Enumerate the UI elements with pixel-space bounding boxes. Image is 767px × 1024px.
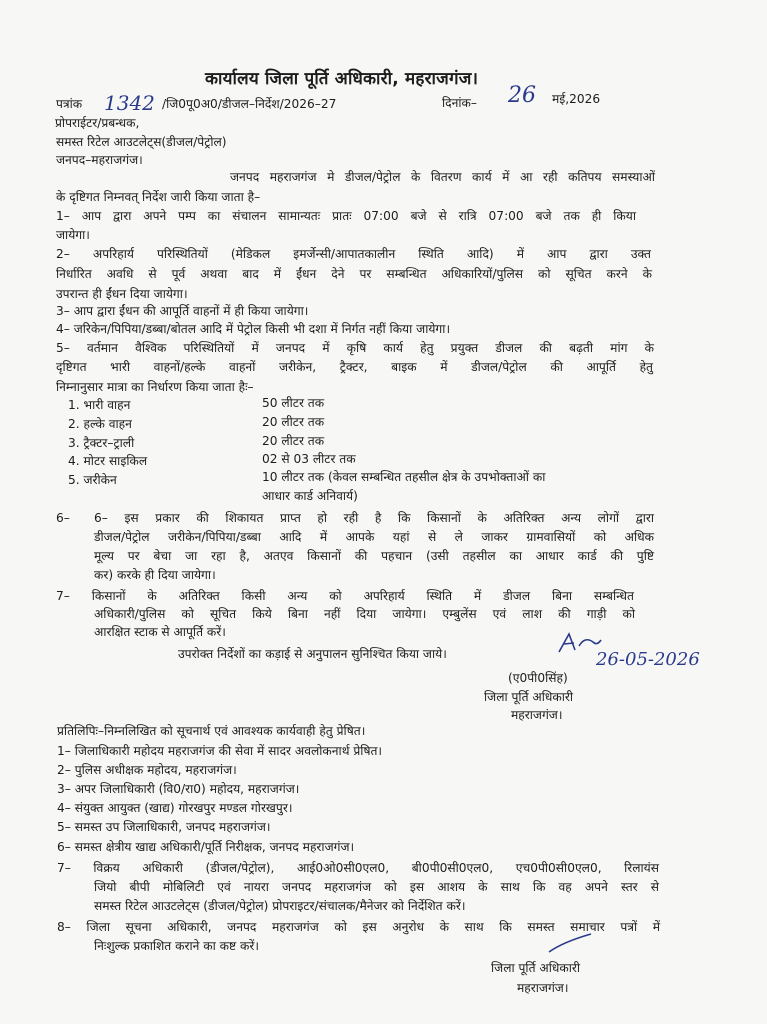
addressee-line-2: समस्त रिटेल आउटलेट्स(डीजल/पेट्रोल) <box>56 135 227 149</box>
point-7-line-2: अधिकारी/पुलिस को सूचित किये बिना नहीं दिया जायेगा। एम्बुलेंस एवं लाश की गाड़ी को <box>94 607 635 621</box>
limit-item: 3. ट्रैक्टर–ट्राली <box>68 436 135 450</box>
copy-item-8-line-2: निःशुल्क प्रकाशित कराने का कष्ट करें। <box>94 939 259 953</box>
copy-heading: प्रतिलिपिः–निम्नलिखित को सूचनार्थ एवं आवश्यक कार्यवाही हेतु प्रेषित। <box>57 724 366 738</box>
point-6-number: 6– <box>56 511 70 525</box>
point-2-line-2: निर्धारित अवधि से पूर्व अथवा बाद में ईंधन देने पर सम्बन्धित अधिकारियों/पुलिस को सूचित करने के <box>56 267 652 281</box>
point-3: 3– आप द्वारा ईंधन की आपूर्ति वाहनों में ही किया जायेगा। <box>56 304 309 318</box>
copy-item-7-line-2: जियो बीपी मोबिलिटी एवं नायरा जनपद महराजगंज को इस आशय के साथ कि वह अपने स्तर से <box>94 880 659 894</box>
letter-reference: /जि0पू0अ0/डीजल–निर्देश/2026–27 <box>162 97 337 111</box>
copy-item-8-line-1: 8– जिला सूचना अधिकारी, जनपद महराजगंज को इस अनुरोध के साथ कि समस्त समाचार पत्रों में <box>57 920 660 934</box>
point-5-line-1: 5– वर्तमान वैश्विक परिस्थितियों में जनपद में कृषि कार्य हेतु प्रयुक्त डीजल की बढ़ती मांग के <box>56 341 654 355</box>
letter-number-handwritten: 1342 <box>104 91 155 115</box>
addressee-line-1: प्रोपराईटर/प्रबन्धक, <box>55 116 140 130</box>
date-handwritten: 26 <box>508 83 536 108</box>
intro-line-1: जनपद महराजगंज मे डीजल/पेट्रोल के वितरण कार्य में आ रही कतिपय समस्याओं <box>230 170 655 184</box>
point-7-line-3: आरक्षित स्टाक से आपूर्ति करें। <box>94 625 226 639</box>
copy-item-4: 4– संयुक्त आयुक्त (खाद्य) गोरखपुर मण्डल गोरखपुर। <box>57 801 293 815</box>
letter-number-label: पत्रांक <box>56 97 83 111</box>
addressee-line-3: जनपद–महराजगंज। <box>56 153 143 167</box>
copy-item-5: 5– समस्त उप जिलाधिकारी, जनपद महराजगंज। <box>57 820 271 834</box>
closing-line: उपरोक्त निर्देशों का कड़ाई से अनुपालन सुनिश्चित किया जाये। <box>178 647 447 661</box>
limit-item: 2. हल्के वाहन <box>68 417 132 431</box>
signatory-designation: जिला पूर्ति अधिकारी <box>484 690 574 704</box>
point-4: 4– जरिकेन/पिपिया/डब्बा/बोतल आदि में पेट्रोल किसी भी दशा में निर्गत नहीं किया जायेगा। <box>56 322 451 336</box>
copy-item-7-line-1: 7– विक्रय अधिकारी (डीजल/पेट्रोल), आई0ओ0सी0एल0, बी0पी0सी0एल0, एच0पी0सी0एल0, रिलायंस <box>57 861 659 875</box>
signatory-2-place: महराजगंज। <box>517 981 569 995</box>
copy-item-7-line-3: समस्त रिटेल आउटलेट्स (डीजल/पेट्रोल) प्रोपराइटर/संचालक/मैनेजर को निर्देशित करें। <box>94 899 466 913</box>
copy-item-2: 2– पुलिस अधीक्षक महोदय, महराजगंज। <box>57 763 237 777</box>
limit-qty: 10 लीटर तक (केवल सम्बन्धित तहसील क्षेत्र के उपभोक्ताओं का <box>262 470 546 484</box>
date-month-year: मई,2026 <box>552 92 601 106</box>
point-6-line-3: मूल्य पर बेचा जा रहा है, अतएव किसानों की पहचान (उसी तहसील का आधार कार्ड की पुष्टि <box>94 549 654 563</box>
limit-5-continuation: आधार कार्ड अनिवार्य) <box>262 489 358 503</box>
signature-date-handwritten: 26-05-2026 <box>596 649 700 670</box>
limit-qty: 20 लीटर तक <box>262 434 325 448</box>
signatory-name: (ए0पी0सिंह) <box>508 671 568 685</box>
point-5-line-3: निम्नानुसार मात्रा का निर्धारण किया जाता हैः– <box>56 380 254 394</box>
limit-item: 5. जरीकेन <box>68 473 117 487</box>
limit-item: 4. मोटर साइकिल <box>68 454 148 468</box>
point-6-line-1: 6– इस प्रकार की शिकायत प्राप्त हो रही है कि किसानों के अतिरिक्त अन्य लोगों द्वारा <box>94 511 654 525</box>
limit-qty: 20 लीटर तक <box>262 415 325 429</box>
signatory-2-designation: जिला पूर्ति अधिकारी <box>491 961 581 975</box>
intro-line-2: के दृष्टिगत निम्नवत् निर्देश जारी किया जाता है– <box>56 190 261 204</box>
point-5-line-2: दृष्टिगत भारी वाहनों/हल्के वाहनों जरीकेन, ट्रैक्टर, बाइक में डीजल/पेट्रोल की आपूर्ति हेतु <box>56 360 653 374</box>
limit-qty: 02 से 03 लीटर तक <box>262 452 356 466</box>
date-label: दिनांक– <box>442 96 478 110</box>
point-2-line-3: उपरान्त ही ईंधन दिया जायेगा। <box>56 287 188 301</box>
point-1-line-1: 1– आप द्वारा अपने पम्प का संचालन सामान्यतः प्रातः 07:00 बजे से रात्रि 07:00 बजे तक ही किया <box>56 209 636 223</box>
signatory-place: महराजगंज। <box>511 708 563 722</box>
copy-item-6: 6– समस्त क्षेत्रीय खाद्य अधिकारी/पूर्ति निरीक्षक, जनपद महराजगंज। <box>57 840 355 854</box>
copy-item-1: 1– जिलाधिकारी महोदय महराजगंज की सेवा में सादर अवलोकनार्थ प्रेषित। <box>57 744 383 758</box>
point-2-line-1: 2– अपरिहार्य परिस्थितियों (मेडिकल इमर्जेन्सी/आपातकालीन स्थिति आदि) में आप द्वारा उक्त <box>56 247 651 261</box>
signature-scribble-2 <box>545 930 595 956</box>
point-1-line-2: जायेगा। <box>56 228 90 242</box>
office-title: कार्यालय जिला पूर्ति अधिकारी, महराजगंज। <box>205 69 479 89</box>
point-6-line-4: कर) करके ही दिया जायेगा। <box>94 568 216 582</box>
limit-item: 1. भारी वाहन <box>68 398 131 412</box>
limit-qty: 50 लीटर तक <box>262 396 325 410</box>
copy-item-3: 3– अपर जिलाधिकारी (वि0/रा0) महोदय, महराजगंज। <box>57 782 300 796</box>
point-6-line-2: डीजल/पेट्रोल जरीकेन/पिपिया/डब्बा आदि में आपके यहां से ले जाकर ग्रामवासियों को अधिक <box>94 530 654 544</box>
point-7-line-1: 7– किसानों के अतिरिक्त किसी अन्य को अपरिहार्य स्थिति में डीजल बिना सम्बन्धित <box>56 589 634 603</box>
